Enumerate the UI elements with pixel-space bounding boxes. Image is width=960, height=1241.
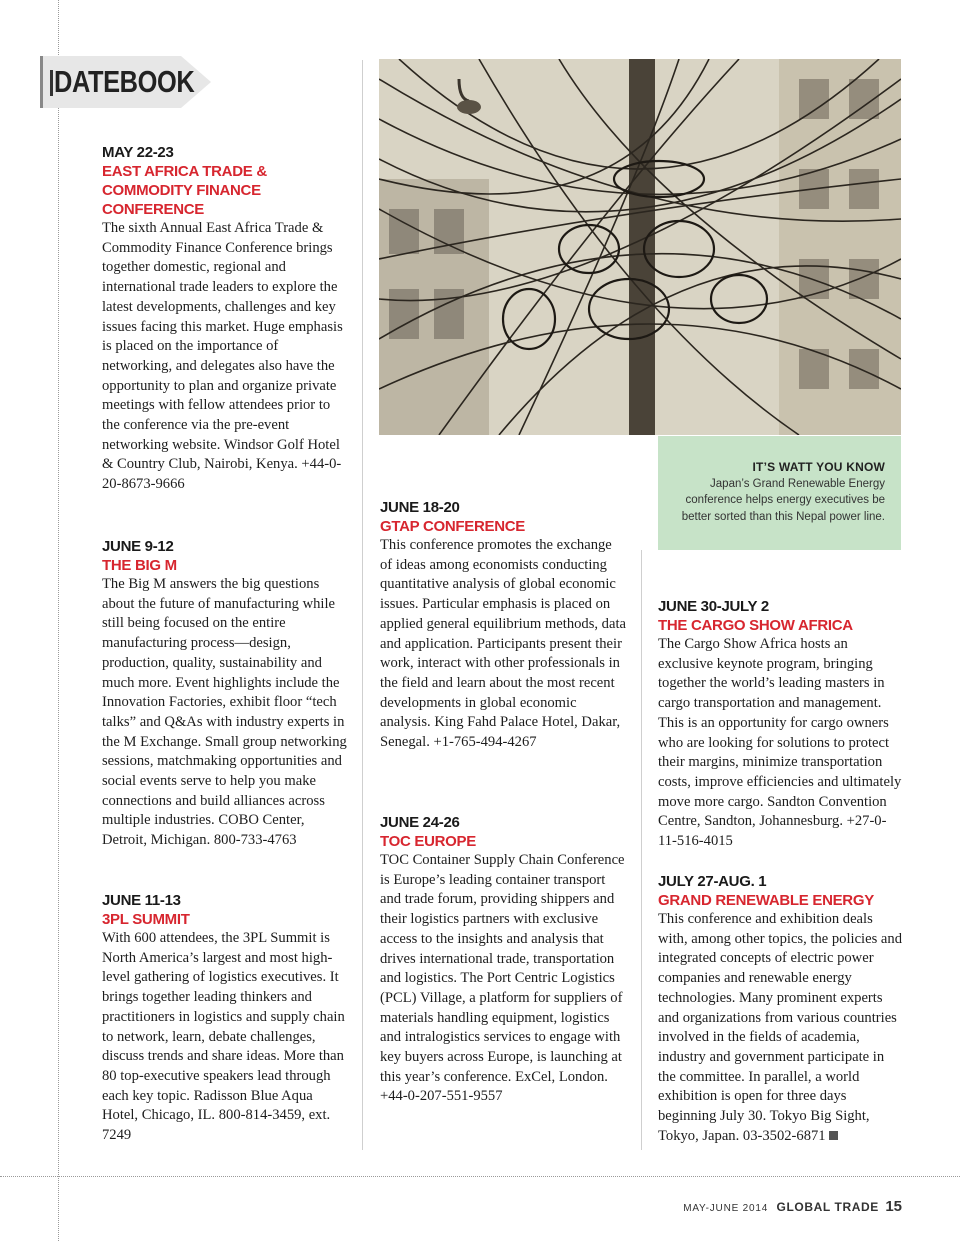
event-title: TOC EUROPE (380, 833, 476, 850)
event-description: The Big M answers the big questions about the future of manufacturing while still being focused on the entire manufacturing process—design, production, quality, sustainability and much more. Event highlights include the Innovation Factories, exhibit floor “tech talks” and Q&As with industry experts in the M Exchange. Small group networking sessions, matchmaking opportunities and social events serve to help you make connections and build alliances across multiple industries. COBO Center, Detroit, Michigan. 800-733-4763 (102, 576, 347, 849)
event-date: JULY 27-AUG. 1 (658, 873, 767, 890)
page-footer (683, 1198, 902, 1216)
event-listing (102, 891, 348, 1146)
event-date: JUNE 18-20 (380, 499, 460, 516)
event-listing (102, 537, 348, 851)
event-date: JUNE 30-JULY 2 (658, 598, 769, 615)
photo-caption (658, 436, 901, 550)
trim-line-left (58, 0, 59, 1241)
event-description: This conference and exhibition deals with, among other topics, the policies and integrated concepts of electric power companies and renewable energy technologies. Many prominent experts and organizations from various countries involved in the fields of academia, industry and government participate in the committee. In parallel, a world exhibition is open for three days beginning July 30. Tokyo Big Sight, Tokyo, Japan. 03-3502-6871 (658, 911, 902, 1144)
event-listing (102, 143, 348, 495)
event-title: EAST AFRICA TRADE & COMMODITY FINANCE CONFERENCE (102, 163, 267, 218)
caption-heading: IT’S WATT YOU KNOW (752, 460, 885, 474)
event-description: The sixth Annual East Africa Trade & Commodity Finance Conference brings together domestic, regional and international trade leaders to explore the latest developments, challenges and key issues facing this market. Huge emphasis is placed on the importance of networking, and delegates also have the opportunity to plan and organize private meetings with fellow attendees prior to the conference via the pre-event networking website. Windsor Golf Hotel & Country Club, Nairobi, Kenya. +44-0-20-8673-9666 (102, 220, 343, 493)
event-listing (380, 498, 626, 753)
event-description: TOC Container Supply Chain Conference is Europe’s leading container transport and trade forum, providing shippers and their logistics partners with exclusive access to the insights and analysis that drives international trade, transportation and logistics. The Port Centric Logistics (PCL) Village, a platform for suppliers of materials handling equipment, logistics and intralogistics services to engage with key buyers across Europe, is launching at this year’s conference. ExCel, London. +44-0-207-551-9557 (380, 852, 625, 1105)
page-number: 15 (885, 1198, 902, 1215)
section-tab-label: DATEBOOK (54, 64, 195, 99)
event-date: JUNE 11-13 (102, 892, 181, 909)
column-rule (641, 550, 642, 1150)
column-rule (362, 60, 363, 1150)
event-listing (380, 813, 626, 1107)
caption-text: Japan’s Grand Renewable Energy conference helps energy executives be better sorted than this Nepal power line. (681, 478, 885, 523)
magazine-name: GLOBAL TRADE (776, 1200, 879, 1214)
event-description: With 600 attendees, the 3PL Summit is North America’s largest and most high-level gathering of logistics executives. It brings together leading thinkers and practitioners in logistics and supply chain to network, learn, debate challenges, discuss trends and share ideas. More than 80 top-executive speakers lead through each key topic. Radisson Blue Aqua Hotel, Chicago, IL. 800-814-3459, ext. 7249 (102, 930, 345, 1144)
tangled-wires-image (379, 59, 901, 435)
end-mark-icon (829, 1131, 838, 1140)
event-title: 3PL SUMMIT (102, 911, 190, 928)
event-listing (658, 597, 904, 852)
event-listing (658, 872, 904, 1146)
event-title: GTAP CONFERENCE (380, 518, 525, 535)
event-date: MAY 22-23 (102, 144, 174, 161)
event-date: JUNE 9-12 (102, 538, 174, 555)
event-description: The Cargo Show Africa hosts an exclusive keynote program, bringing together the world’s leading masters in cargo transportation and management. This is an opportunity for cargo owners who are looking for solutions to protect their margins, minimize transportation costs, improve efficiencies and ultimately move more cargo. Sandton Convention Centre, Sandton, Johannesburg. +27-0-11-516-4015 (658, 636, 902, 850)
trim-line-bottom (0, 1176, 960, 1177)
event-title: GRAND RENEWABLE ENERGY (658, 892, 874, 909)
power-line-photo (379, 59, 901, 435)
event-title: THE CARGO SHOW AFRICA (658, 617, 853, 634)
issue-date: MAY-JUNE 2014 (683, 1203, 769, 1214)
event-title: THE BIG M (102, 557, 177, 574)
event-description: This conference promotes the exchange of ideas among economists conducting quantitative analysis of global economic issues. Particular emphasis is placed on applied general equilibrium methods, data and application. Participants present their work, interact with other professionals in the field and learn about the most recent developments in global economic analysis. King Fahd Palace Hotel, Dakar, Senegal. +1-765-494-4267 (380, 537, 626, 751)
event-date: JUNE 24-26 (380, 814, 460, 831)
section-tab (40, 56, 212, 108)
